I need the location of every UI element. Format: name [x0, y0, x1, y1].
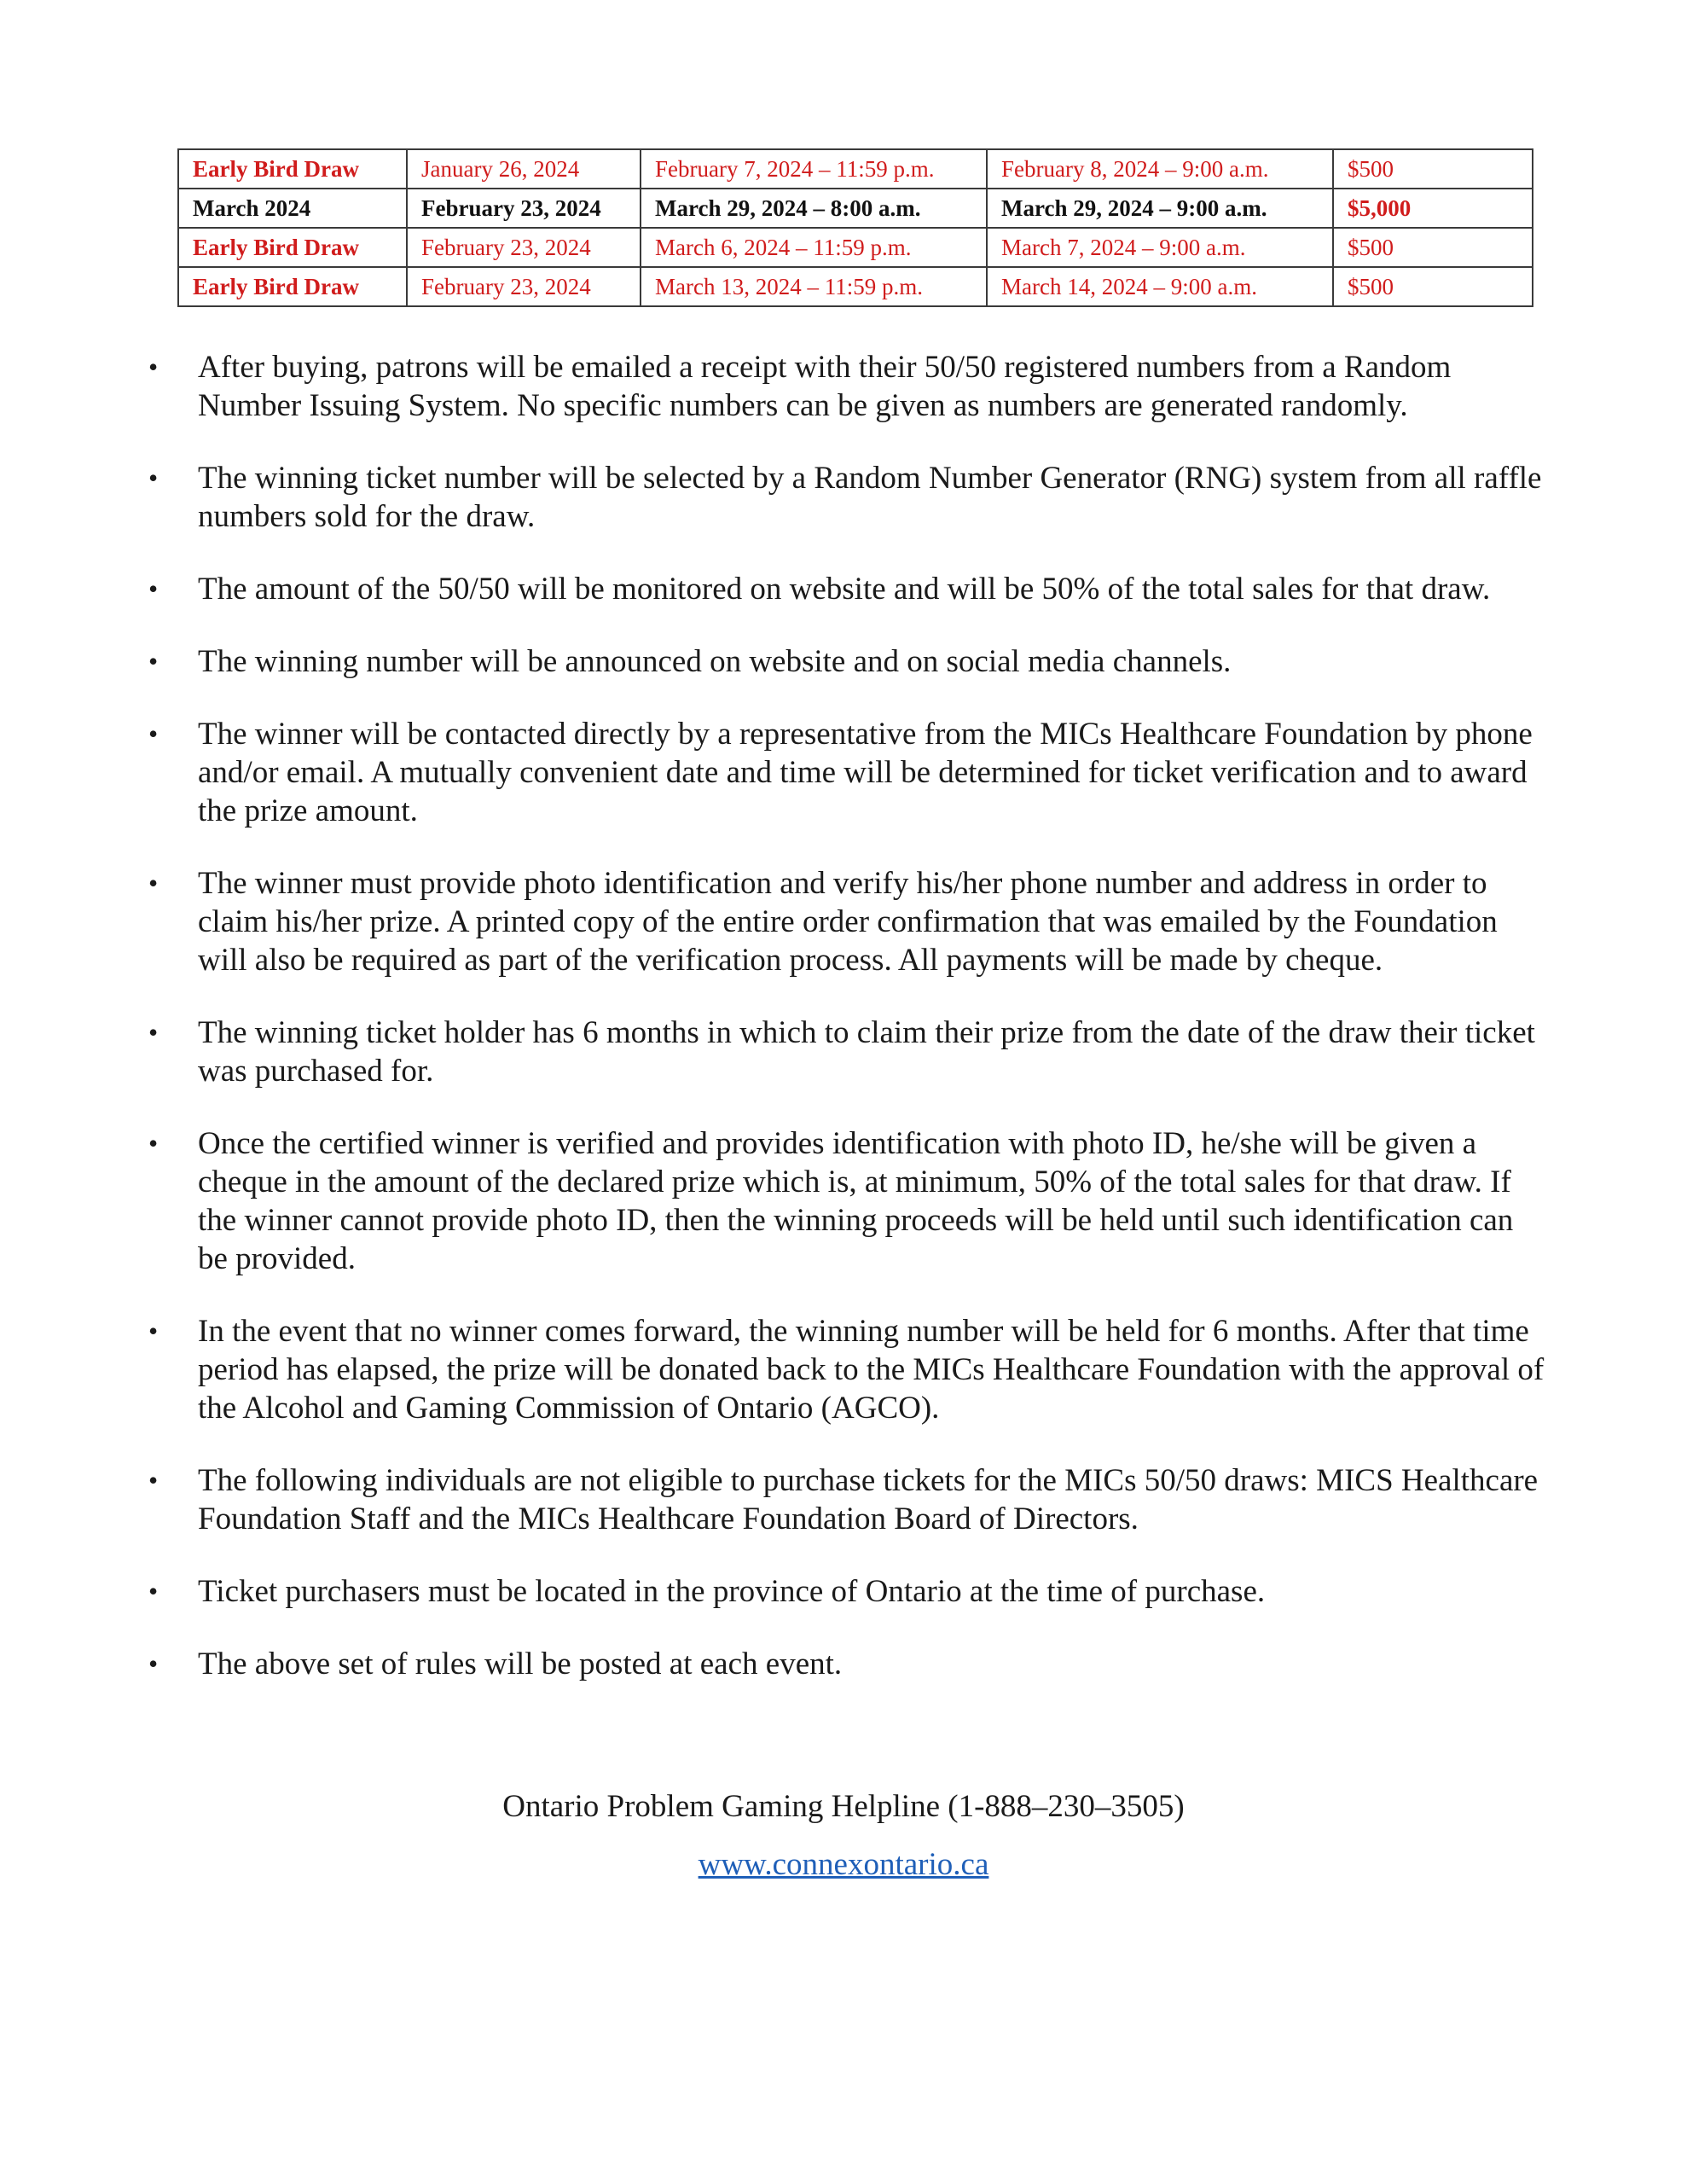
- rule-item: [148, 1312, 1545, 1427]
- connexontario-link[interactable]: www.connexontario.ca: [698, 1847, 989, 1882]
- bullet-icon: •: [148, 868, 159, 898]
- bullet-icon: •: [148, 646, 159, 677]
- sales-end-cell: March 6, 2024 – 11:59 p.m.: [641, 228, 987, 267]
- problem-gaming-helpline: Ontario Problem Gaming Helpline (1-888–230–3505): [502, 1789, 1185, 1824]
- rule-text: The winner will be contacted directly by a representative from the MICs Healthcare Foundation by phone and/or email. A mutually convenient date and time will be determined for ticket verification and to award the prize amount.: [198, 717, 1533, 828]
- rule-text: Ticket purchasers must be located in the province of Ontario at the time of purchase.: [198, 1574, 1266, 1609]
- early-bird-row: [178, 149, 1533, 189]
- rule-item: [148, 1572, 1545, 1611]
- rule-item: [148, 1014, 1545, 1090]
- rule-text: The winning ticket holder has 6 months in which to claim their prize from the date of the draw their ticket was purchased for.: [198, 1015, 1535, 1089]
- draw-date-cell: February 8, 2024 – 9:00 a.m.: [987, 149, 1333, 189]
- rule-text: The following individuals are not eligible to purchase tickets for the MICs 50/50 draws: MICS Healthcare Foundation Staff and the MICs Healthcare Foundation Board of Directors.: [198, 1463, 1539, 1536]
- draw-schedule-body: [178, 149, 1533, 306]
- early-bird-row: [178, 267, 1533, 306]
- draw-name-cell: March 2024: [178, 189, 407, 228]
- sales-start-cell: February 23, 2024: [407, 189, 641, 228]
- draw-name-cell: Early Bird Draw: [178, 149, 407, 189]
- rule-item: [148, 715, 1545, 830]
- rule-item: [148, 864, 1545, 979]
- bullet-icon: •: [148, 462, 159, 493]
- rule-text: After buying, patrons will be emailed a receipt with their 50/50 registered numbers from a Random Number Issuing System. No specific numbers can be given as numbers are generated randomly.: [198, 350, 1452, 423]
- main-draw-row: [178, 189, 1533, 228]
- bullet-icon: •: [148, 351, 159, 382]
- rule-item: [148, 570, 1545, 608]
- rule-item: [148, 642, 1545, 681]
- draw-name-cell: Early Bird Draw: [178, 267, 407, 306]
- rule-text: The winner must provide photo identification and verify his/her phone number and address in order to claim his/her prize. A printed copy of the entire order confirmation that was emailed by the Foundation will also be required as part of the verification process. All payments will be made by cheque.: [198, 866, 1498, 978]
- rule-item: [148, 1645, 1545, 1683]
- bullet-icon: •: [148, 1576, 159, 1606]
- bullet-icon: •: [148, 1128, 159, 1159]
- sales-start-cell: February 23, 2024: [407, 267, 641, 306]
- bullet-icon: •: [148, 573, 159, 604]
- bullet-icon: •: [148, 1316, 159, 1346]
- sales-end-cell: February 7, 2024 – 11:59 p.m.: [641, 149, 987, 189]
- rule-item: [148, 1461, 1545, 1538]
- sales-start-cell: February 23, 2024: [407, 228, 641, 267]
- rule-text: In the event that no winner comes forward, the winning number will be held for 6 months. After that time period has elapsed, the prize will be donated back to the MICs Healthcare Foundation with the approval of the Alcohol and Gaming Commission of Ontario (AGCO).: [198, 1314, 1545, 1426]
- rule-item: [148, 348, 1545, 425]
- rule-text: The amount of the 50/50 will be monitored on website and will be 50% of the total sales for that draw.: [198, 572, 1491, 607]
- prize-cell: $500: [1333, 149, 1533, 189]
- prize-cell: $500: [1333, 267, 1533, 306]
- bullet-icon: •: [148, 1465, 159, 1496]
- rule-item: [148, 459, 1545, 536]
- bullet-icon: •: [148, 1017, 159, 1048]
- sales-end-cell: March 29, 2024 – 8:00 a.m.: [641, 189, 987, 228]
- rules-list: [148, 348, 1545, 1717]
- rule-text: The winning number will be announced on website and on social media channels.: [198, 644, 1232, 679]
- rule-text: Once the certified winner is verified and provides identification with photo ID, he/she will be given a cheque in the amount of the declared prize which is, at minimum, 50% of the total sales for that draw. If the winner cannot provide photo ID, then the winning proceeds will be held until such identification can be provided.: [198, 1126, 1514, 1276]
- rule-text: The above set of rules will be posted at each event.: [198, 1647, 843, 1682]
- draw-date-cell: March 14, 2024 – 9:00 a.m.: [987, 267, 1333, 306]
- bullet-icon: •: [148, 1648, 159, 1679]
- rule-item: [148, 1124, 1545, 1278]
- rule-text: The winning ticket number will be selected by a Random Number Generator (RNG) system from all raffle numbers sold for the draw.: [198, 461, 1542, 534]
- draw-date-cell: March 29, 2024 – 9:00 a.m.: [987, 189, 1333, 228]
- sales-start-cell: January 26, 2024: [407, 149, 641, 189]
- bullet-icon: •: [148, 718, 159, 749]
- connexontario-link-wrapper: [0, 1846, 1687, 1883]
- prize-cell: $5,000: [1333, 189, 1533, 228]
- draw-date-cell: March 7, 2024 – 9:00 a.m.: [987, 228, 1333, 267]
- early-bird-row: [178, 228, 1533, 267]
- sales-end-cell: March 13, 2024 – 11:59 p.m.: [641, 267, 987, 306]
- draw-name-cell: Early Bird Draw: [178, 228, 407, 267]
- prize-cell: $500: [1333, 228, 1533, 267]
- draw-schedule-table: [177, 148, 1533, 307]
